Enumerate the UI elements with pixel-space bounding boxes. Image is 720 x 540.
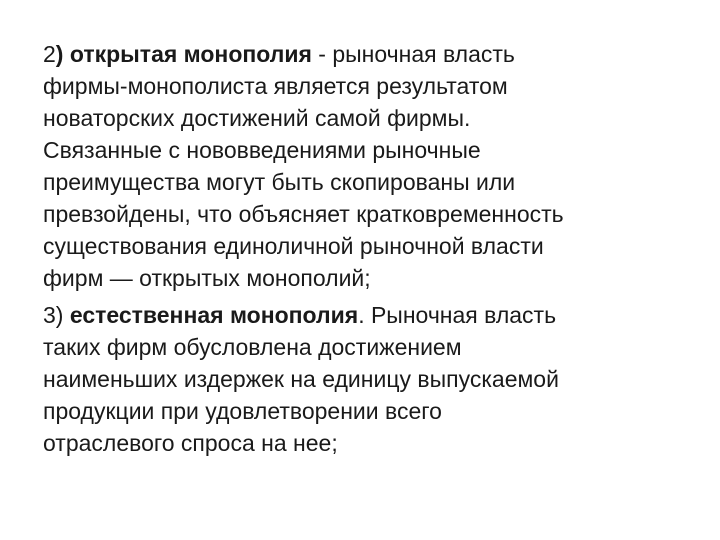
item-number: 2 <box>43 41 56 67</box>
item-number: 3) <box>43 302 64 328</box>
text-line: фирмы-монополиста является результатом <box>43 73 508 99</box>
text-line: существования единоличной рыночной власти <box>43 233 544 259</box>
text-line: превзойдены, что объясняет кратковременность <box>43 201 564 227</box>
text-line: новаторских достижений самой фирмы. <box>43 105 471 131</box>
paragraph-open-monopoly <box>43 38 703 294</box>
item-paren: ) <box>55 41 64 67</box>
text-line: Связанные с нововведениями рыночные <box>43 137 481 163</box>
text-line <box>43 38 703 70</box>
term-natural-monopoly: естественная монополия <box>69 302 359 328</box>
text-line: преимущества могут быть скопированы или <box>43 169 516 195</box>
text-line: фирм — открытых монополий; <box>43 265 371 291</box>
text-line: таких фирм обусловлена достижением <box>43 334 462 360</box>
text-line: продукции при удовлетворении всего <box>43 398 442 424</box>
text-line: отраслевого спроса на нее; <box>43 430 338 456</box>
text-line <box>43 299 703 331</box>
text-fragment: . Рыночная власть <box>358 302 557 328</box>
text-fragment: - рыночная власть <box>311 41 515 67</box>
slide-body-text <box>43 38 703 464</box>
paragraph-natural-monopoly <box>43 299 703 459</box>
text-line: наименьших издержек на единицу выпускаемой <box>43 366 559 392</box>
term-open-monopoly: открытая монополия <box>69 41 312 67</box>
